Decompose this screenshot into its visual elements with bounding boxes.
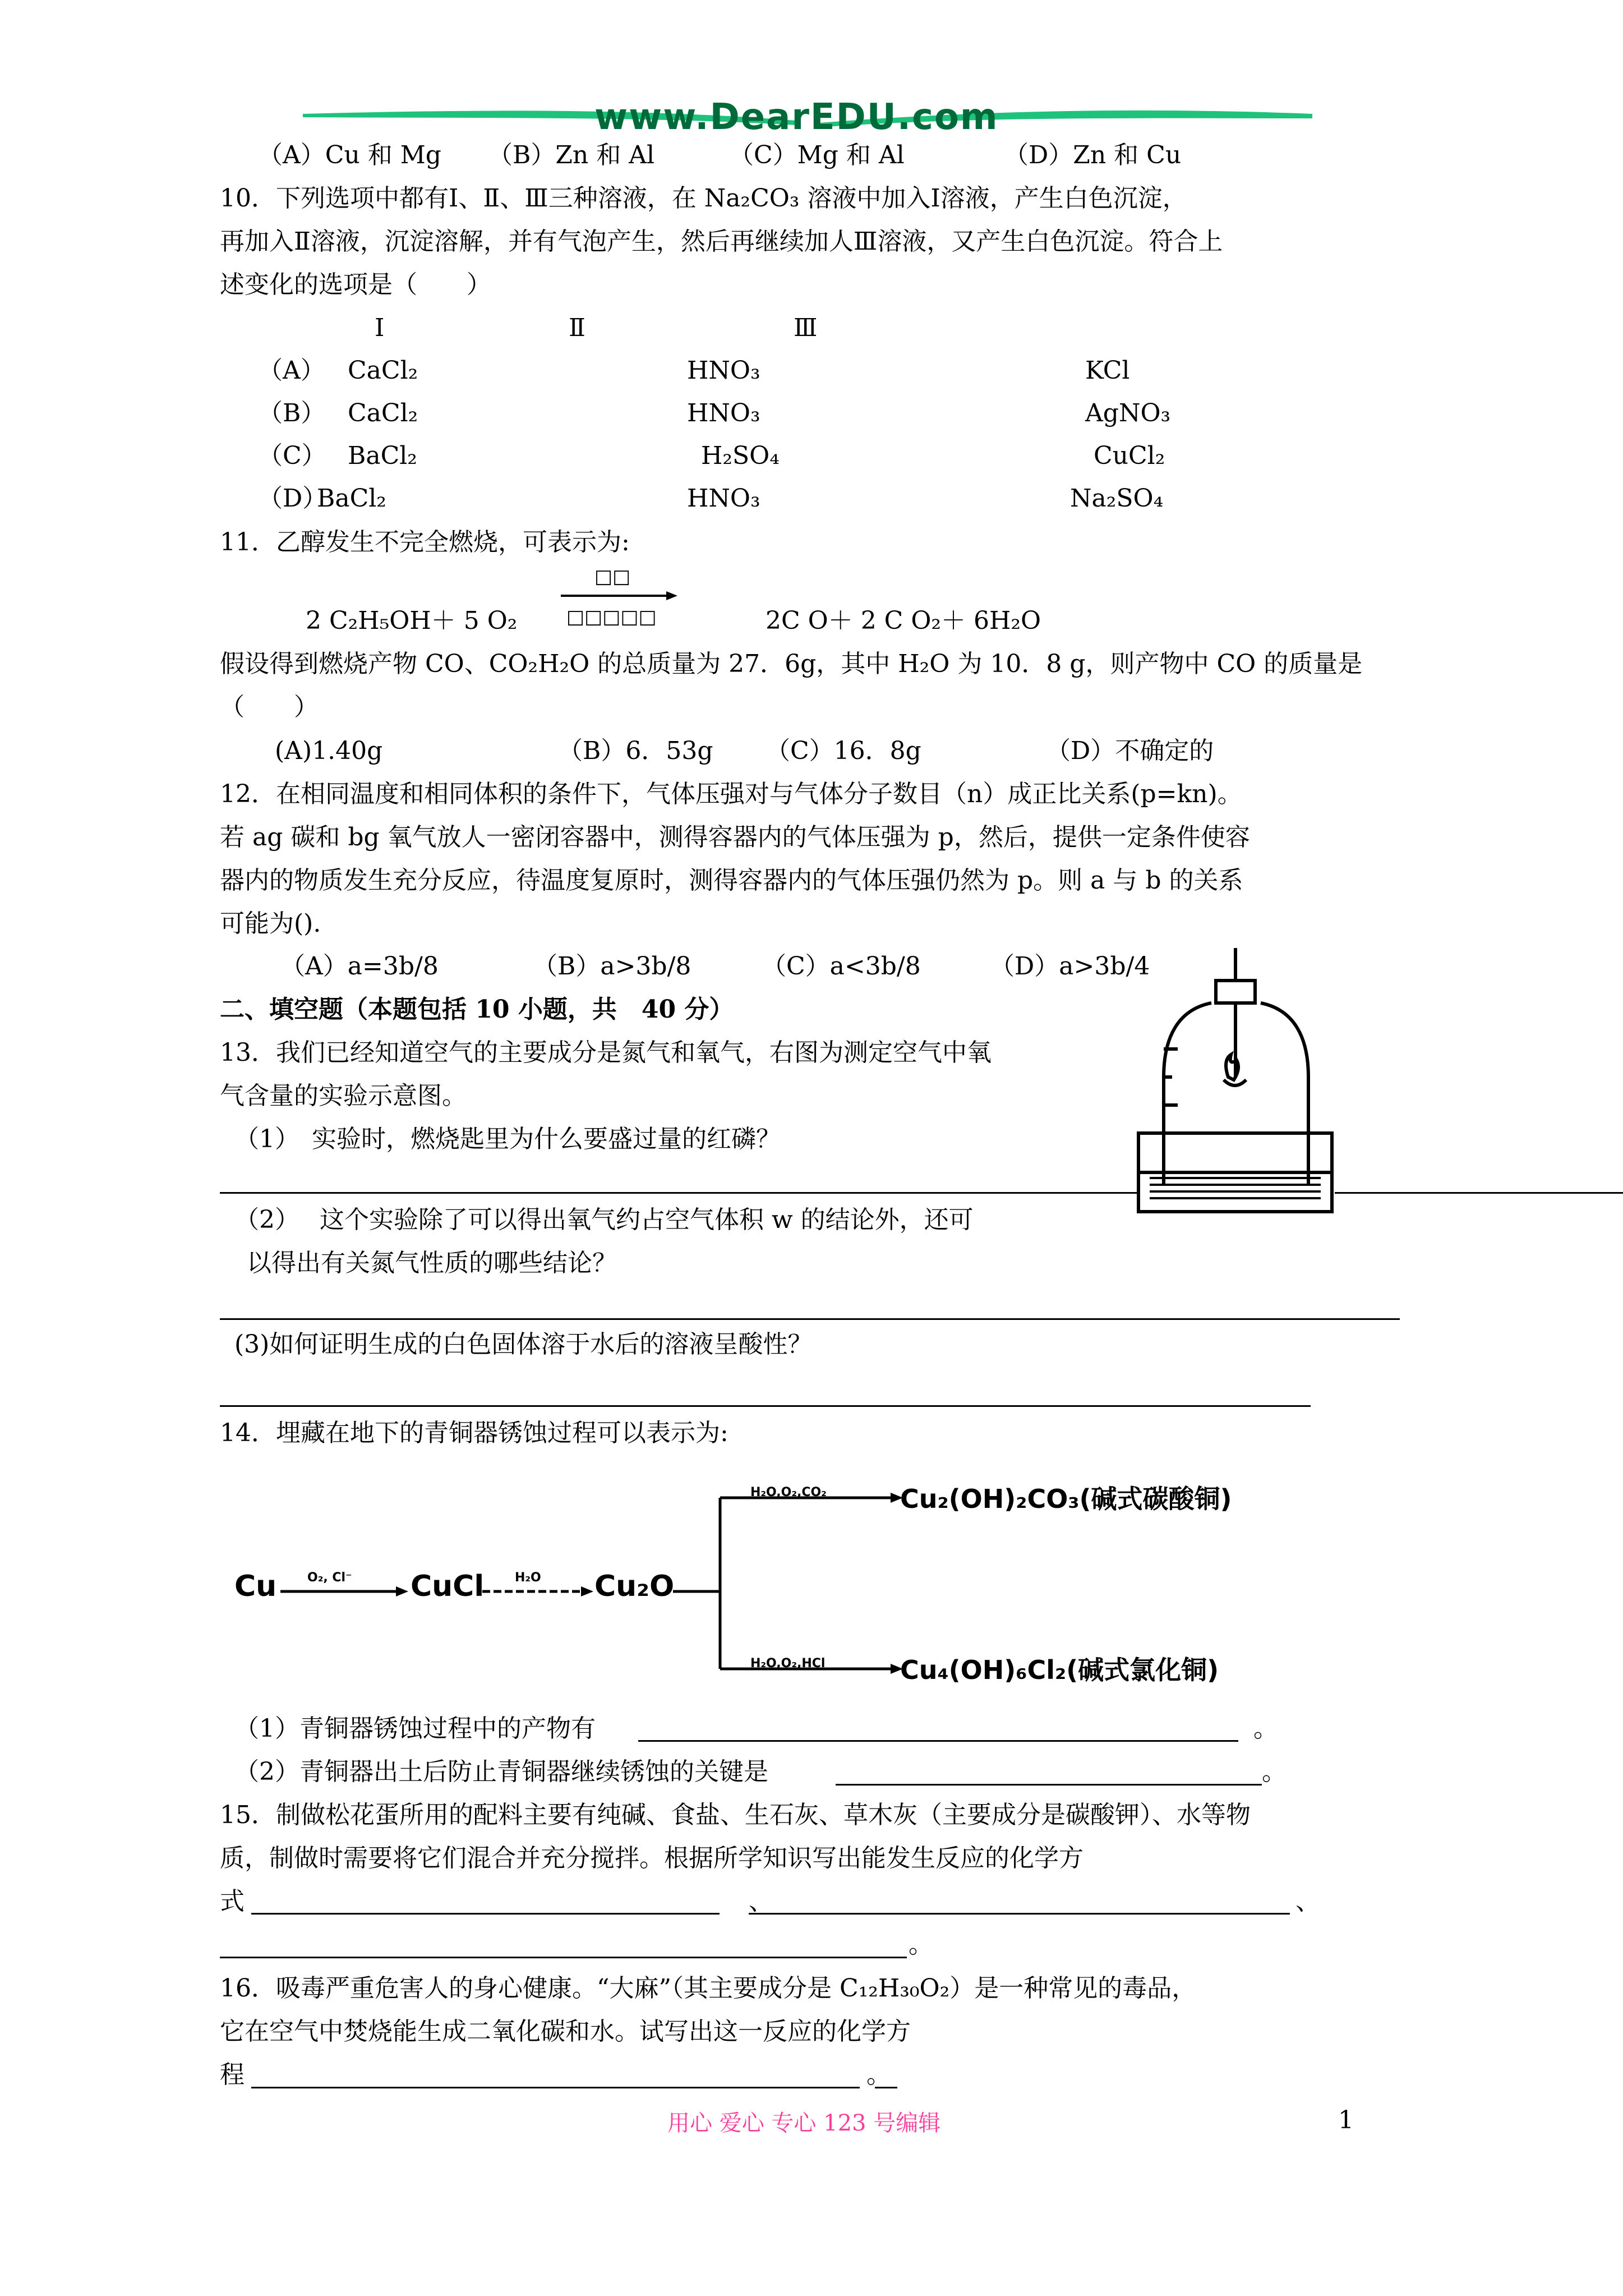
q15-line2: 质，制做时需要将它们混合并充分搅拌。根据所学知识写出能发生反应的化学方 [220, 1844, 1083, 1872]
q11-arrow-top: □□ [594, 565, 631, 588]
q11-option-a: (A)1.40g [275, 737, 383, 765]
q14-part1: （1）青铜器锈蚀过程中的产物有 [234, 1714, 596, 1743]
q15-separator: 、 [749, 1887, 773, 1916]
q12-option-b: （B）a>3b/8 [533, 952, 691, 981]
q15-end: 。 [909, 1930, 933, 1959]
q10-line2: 再加入Ⅱ溶液，沉淀溶解，并有气泡产生，然后再继续加人Ⅲ溶液，又产生白色沉淀。符合上 [220, 227, 1223, 256]
answer-line[interactable] [220, 1318, 1400, 1320]
answer-line[interactable] [1335, 1192, 1623, 1194]
q10-cell: H₂SO₄ [701, 441, 780, 470]
q10-cell: Na₂SO₄ [1070, 484, 1164, 513]
answer-line[interactable] [220, 1405, 1311, 1407]
q16-line1: 16．吸毒严重危害人的身心健康。“大麻”（其主要成分是 C₁₂H₃₀O₂）是一种常见的毒品， [220, 1974, 1197, 2003]
q13-line1: 13．我们已经知道空气的主要成分是氮气和氧气，右图为测定空气中氧 [220, 1038, 992, 1067]
q15-line1: 15．制做松花蛋所用的配料主要有纯碱、食盐、生石灰、草木灰（主要成分是碳酸钾）、水等物 [220, 1801, 1251, 1829]
q10-cell: HNO₃ [687, 399, 760, 427]
q10-cell: BaCl₂ [317, 484, 386, 513]
q9-option-c: （C）Mg 和 Al [729, 141, 905, 169]
arrow-icon [280, 1585, 409, 1598]
answer-line[interactable] [251, 1913, 720, 1915]
species-cucl: CuCl [411, 1570, 485, 1603]
q10-line3: 述变化的选项是（ ） [220, 270, 491, 299]
page-number: 1 [1338, 2106, 1354, 2134]
answer-line[interactable] [875, 2087, 897, 2088]
q12-option-d: （D）a>3b/4 [990, 952, 1150, 981]
q11-arrow-bottom: □□□□□ [566, 606, 657, 628]
q10-row-label: （B） [258, 399, 326, 427]
q10-row-label: （C） [258, 441, 326, 470]
q16-end: 。 [866, 2060, 891, 2089]
q10-cell: BaCl₂ [348, 441, 417, 470]
q10-cell: CaCl₂ [348, 399, 418, 427]
q15-separator: 、 [1295, 1887, 1320, 1916]
condition-o2-cl: O₂, Cl⁻ [307, 1571, 352, 1585]
q12-line4: 可能为(). [220, 909, 321, 938]
q10-cell: HNO₃ [687, 484, 760, 513]
section-title: 二、填空题（本题包括 10 小题，共 40 分） [220, 995, 734, 1024]
q10-row-label: （D） [258, 484, 328, 513]
q12-option-a: （A）a=3b/8 [280, 952, 439, 981]
q12-line1: 12．在相同温度和相同体积的条件下，气体压强对与气体分子数目（n）成正比关系(p=kn)。 [220, 780, 1242, 808]
q10-cell: HNO₃ [687, 356, 760, 385]
q10-col-header-2: Ⅱ [569, 314, 585, 342]
branch-arrows-icon [673, 1481, 909, 1683]
q10-cell: CuCl₂ [1094, 441, 1165, 470]
condition-lower: H₂O,O₂,HCl [750, 1657, 826, 1671]
q10-col-header-3: Ⅲ [794, 314, 818, 342]
site-url[interactable]: www.DearEDU.com [594, 96, 999, 138]
q16-line3: 程 [220, 2060, 245, 2089]
species-cu: Cu [234, 1570, 277, 1603]
q11-line1: 11．乙醇发生不完全燃烧，可表示为: [220, 528, 630, 556]
answer-line[interactable] [220, 1192, 1140, 1194]
q11-option-c: （C）16．8g [766, 737, 921, 765]
q15-line3-start: 式 [220, 1887, 245, 1916]
condition-upper: H₂O,O₂,CO₂ [750, 1485, 827, 1499]
q13-part2-line2: 以得出有关氮气性质的哪些结论？ [247, 1249, 617, 1277]
q13-line2: 气含量的实验示意图。 [220, 1082, 467, 1110]
answer-line[interactable] [836, 1784, 1262, 1786]
q13-part1: （1） 实验时，燃烧匙里为什么要盛过量的红磷？ [234, 1125, 781, 1153]
species-cu2o: Cu₂O [594, 1570, 675, 1603]
q14-part2: （2）青铜器出土后防止青铜器继续锈蚀的关键是 [234, 1757, 768, 1786]
q11-line2: 假设得到燃烧产物 CO、CO₂H₂O 的总质量为 27．6g，其中 H₂O 为 10．8 g，则产物中 CO 的质量是 [220, 650, 1363, 678]
q9-option-b: （B）Zn 和 Al [488, 141, 655, 169]
q16-line2: 它在空气中焚烧能生成二氧化碳和水。试写出这一反应的化学方 [220, 2017, 911, 2046]
q9-option-d: （D）Zn 和 Cu [1004, 141, 1182, 169]
q11-equation-rhs: 2C O＋ 2 C O₂＋ 6H₂O [766, 606, 1041, 635]
q13-part3: (3)如何证明生成的白色固体溶于水后的溶液呈酸性？ [234, 1330, 813, 1359]
bell-jar-apparatus-icon [1133, 948, 1335, 1262]
q12-line3: 器内的物质发生充分反应，待温度复原时，测得容器内的气体压强仍然为 p。则 a 与 b 的关系 [220, 866, 1243, 895]
q12-line2: 若 ag 碳和 bg 氧气放人一密闭容器中，测得容器内的气体压强为 p，然后，提供一定条件使容 [220, 823, 1250, 852]
answer-line[interactable] [220, 1957, 907, 1958]
footer-text: 用心 爱心 专心 123 号编辑 [667, 2110, 941, 2136]
q10-col-header-1: Ⅰ [375, 314, 385, 342]
q13-part2-line1: （2） 这个实验除了可以得出氧气约占空气体积 w 的结论外，还可 [234, 1205, 974, 1234]
q10-row-label: （A） [258, 356, 325, 385]
q10-line1: 10．下列选项中都有Ⅰ、Ⅱ、Ⅲ三种溶液，在 Na₂CO₃ 溶液中加入Ⅰ溶液，产生白色沉淀， [220, 184, 1187, 213]
q10-cell: KCl [1085, 356, 1130, 385]
q10-cell: CaCl₂ [348, 356, 418, 385]
q14-part1-end: 。 [1253, 1714, 1278, 1743]
reaction-arrow-icon [561, 589, 679, 602]
product-basic-copper-chloride: Cu₄(OH)₆Cl₂(碱式氯化铜) [900, 1655, 1219, 1685]
product-basic-copper-carbonate: Cu₂(OH)₂CO₃(碱式碳酸铜) [900, 1484, 1232, 1514]
q14-line1: 14．埋藏在地下的青铜器锈蚀过程可以表示为: [220, 1419, 728, 1447]
q9-option-a: （A）Cu 和 Mg [258, 141, 441, 169]
answer-line[interactable] [638, 1740, 1238, 1742]
answer-line[interactable] [749, 1913, 1290, 1915]
q12-option-c: （C）a<3b/8 [762, 952, 921, 981]
q11-option-d: （D）不确定的 [1046, 737, 1214, 765]
arrow-icon [482, 1585, 594, 1598]
q14-part2-end: 。 [1262, 1757, 1287, 1786]
q11-line3: （ ） [220, 693, 319, 721]
condition-h2o: H₂O [515, 1571, 541, 1585]
answer-line[interactable] [251, 2087, 860, 2088]
q11-equation-lhs: 2 C₂H₅OH＋ 5 O₂ [306, 606, 518, 635]
q11-option-b: （B）6．53g [558, 737, 713, 765]
q10-cell: AgNO₃ [1085, 399, 1171, 427]
